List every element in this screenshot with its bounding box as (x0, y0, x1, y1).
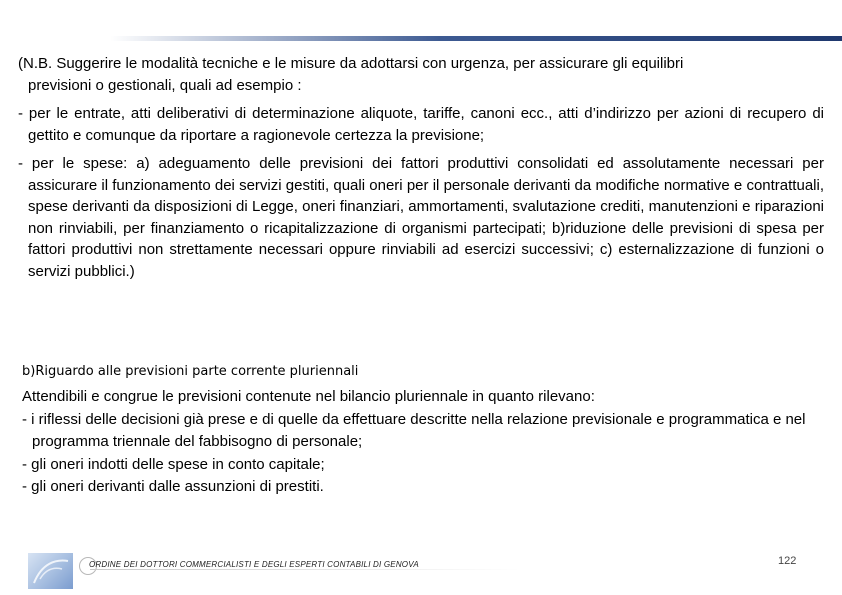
page-number: 122 (778, 555, 797, 567)
entrate-item (18, 103, 824, 146)
header-accent-bar (110, 36, 842, 41)
section-b-item: - gli oneri indotti delle spese in conto capitale; (22, 455, 325, 473)
nb-line-2: previsioni o gestionali, quali ad esempio : (28, 76, 302, 94)
organization-logo (28, 553, 73, 589)
section-b-heading: b)Riguardo alle previsioni parte corrente pluriennali (22, 364, 359, 379)
spese-item (18, 153, 824, 282)
section-b-body (22, 386, 812, 499)
section-b-item: - gli oneri derivanti dalle assunzioni di prestiti. (22, 478, 324, 495)
footer-divider (90, 569, 520, 570)
nb-paragraph (18, 53, 824, 96)
nb-line-1: (N.B. Suggerire le modalità tecniche e le misure da adottarsi con urgenza, per assicurare gli equilibri (18, 55, 684, 72)
spese-text: - per le spese: a) adeguamento delle previsioni dei fattori produttivi consolidati ed assolutamente necessari per assicurare il funzionamento dei servizi gestiti, quali oneri per il personale derivanti da modifiche normative e contrattuali, spese derivanti da disposizioni di Legge, oneri finanziari, ammortamenti, svalutazione crediti, manutenzioni e riparazioni non rinviabili, per finanziamento o ricapitalizzazione di organismi partecipati; b)riduzione delle previsioni di spesa per fattori produttivi non strettamente necessari oppure rinviabili ad esercizi successivi; c) esternalizzazione di funzioni o servizi pubblici.) (18, 155, 824, 280)
entrate-text: - per le entrate, atti deliberativi di determinazione aliquote, tariffe, canoni ecc., atti d’indirizzo per azioni di recupero di gettito e comunque da riportare a ragionevole certezza la previsione; (18, 105, 824, 144)
footer-organization: ORDINE DEI DOTTORI COMMERCIALISTI E DEGLI ESPERTI CONTABILI DI GENOVA (89, 560, 419, 569)
section-b-intro: Attendibili e congrue le previsioni contenute nel bilancio pluriennale in quanto rilevano: (22, 388, 595, 405)
section-b-item: - i riflessi delle decisioni già prese e di quelle da effettuare descritte nella relazione previsionale e programmatica e nel programma triennale del fabbisogno di personale; (22, 410, 806, 450)
